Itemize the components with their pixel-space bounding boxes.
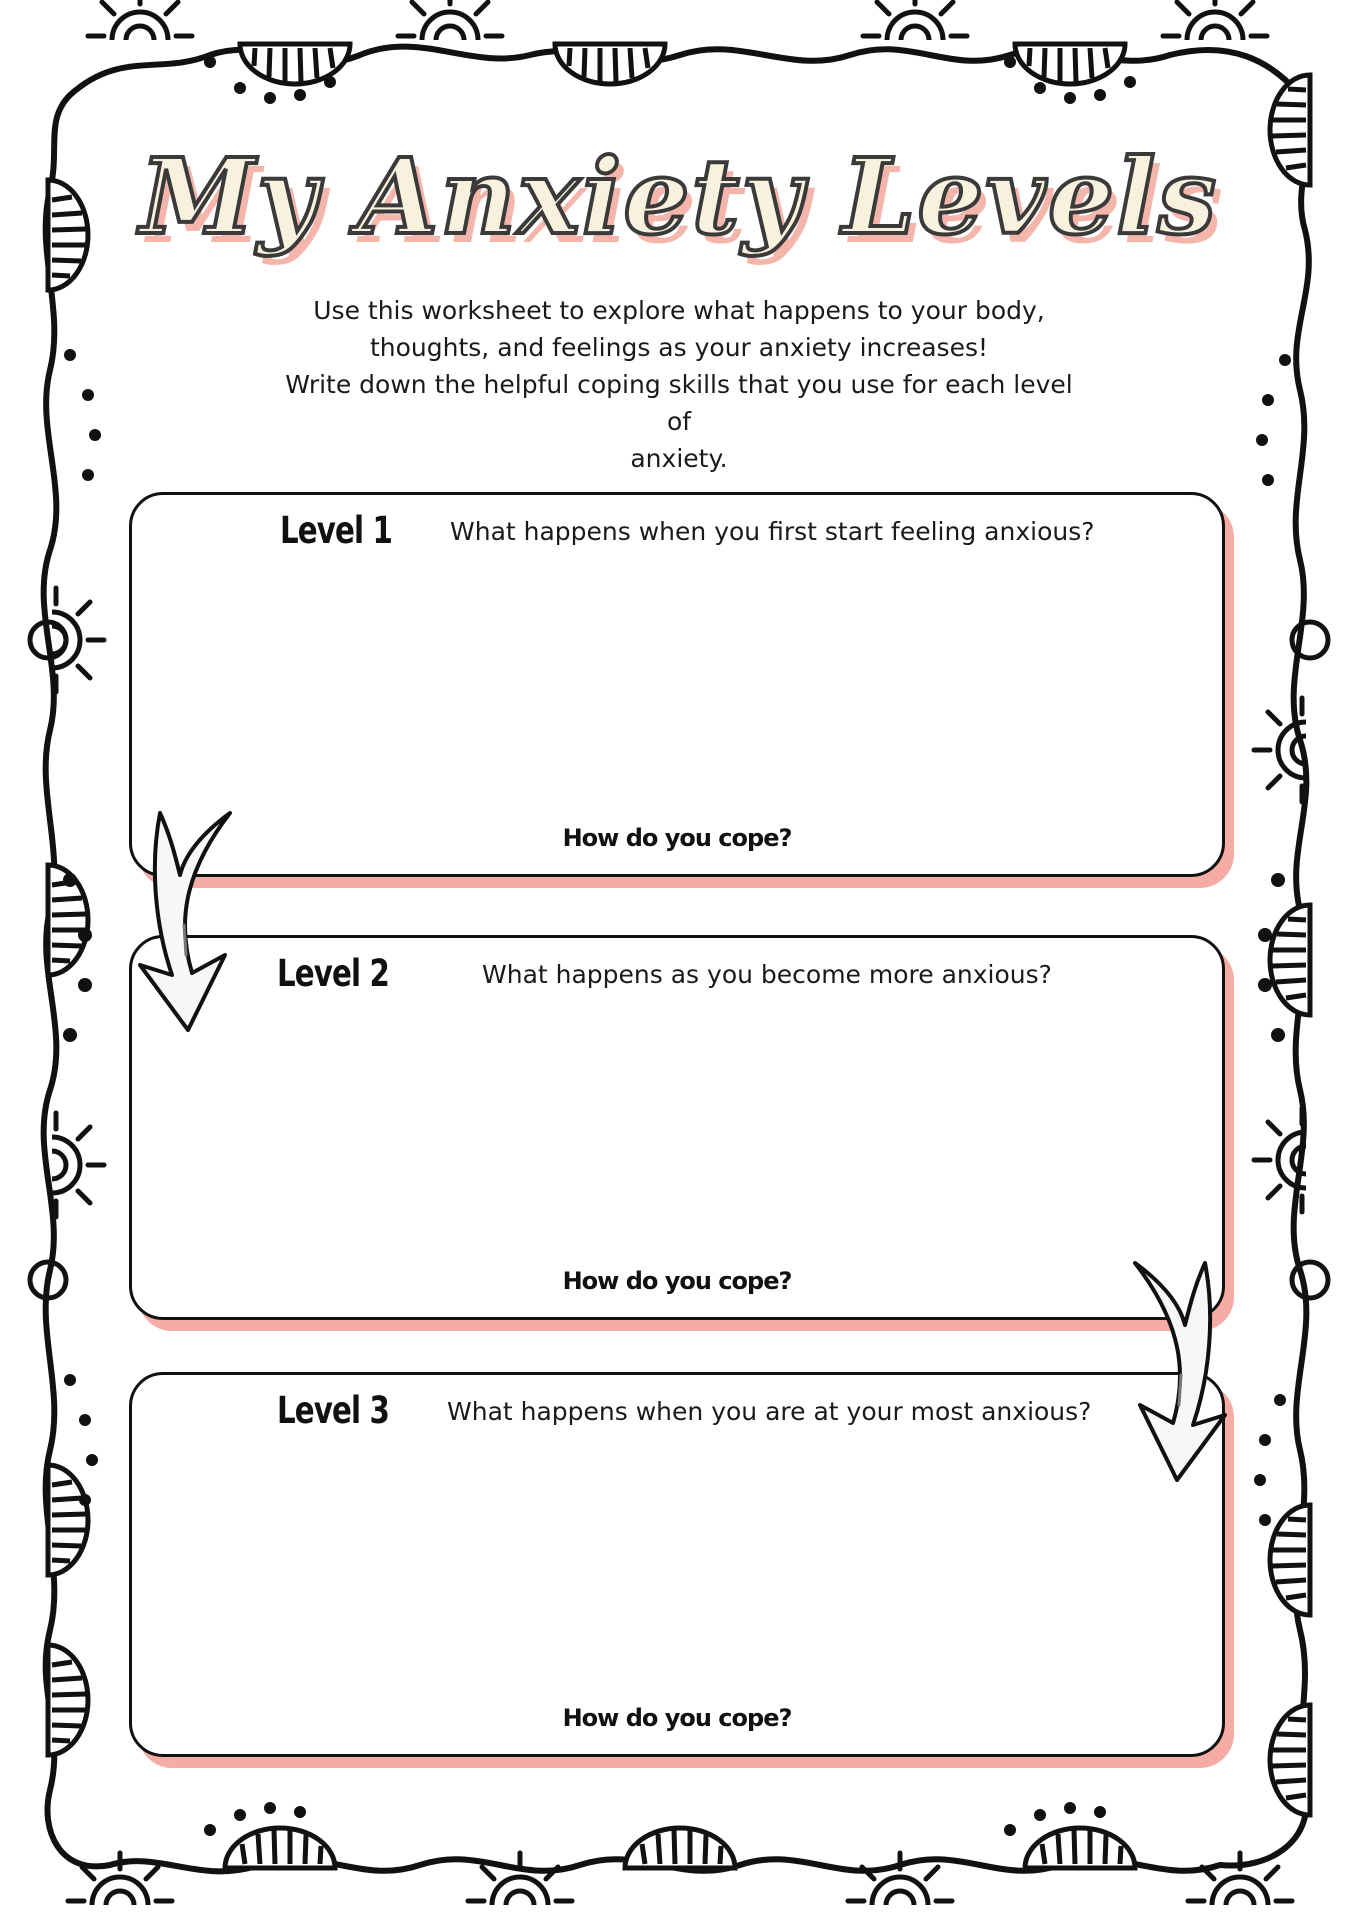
- level-3-question: What happens when you are at your most anxious?: [447, 1397, 1092, 1426]
- intro-line: thoughts, and feelings as your anxiety increases!: [369, 333, 989, 362]
- level-1-cope-label: How do you cope?: [562, 824, 792, 852]
- intro-line: Use this worksheet to explore what happens to your body,: [313, 296, 1045, 325]
- intro-line: anxiety.: [630, 444, 728, 473]
- level-2-question: What happens as you become more anxious?: [482, 960, 1052, 989]
- arrow-down-icon: [130, 805, 250, 1035]
- arrow-down-icon: [1115, 1255, 1235, 1485]
- level-3-cope-label: How do you cope?: [562, 1704, 792, 1732]
- level-1-card[interactable]: [129, 492, 1225, 877]
- level-3-title: Level 3: [277, 1389, 389, 1432]
- level-2-title: Level 2: [277, 952, 389, 995]
- intro-line: Write down the helpful coping skills that you use for each level of: [285, 370, 1073, 436]
- intro-text: [270, 292, 1088, 477]
- level-1-title: Level 1: [280, 509, 392, 552]
- level-2-cope-label: How do you cope?: [562, 1267, 792, 1295]
- worksheet-title: My Anxiety Levels: [139, 135, 1219, 258]
- level-1-question: What happens when you first start feeling anxious?: [450, 517, 1095, 546]
- level-3-card[interactable]: [129, 1372, 1225, 1757]
- level-2-card[interactable]: [129, 935, 1225, 1320]
